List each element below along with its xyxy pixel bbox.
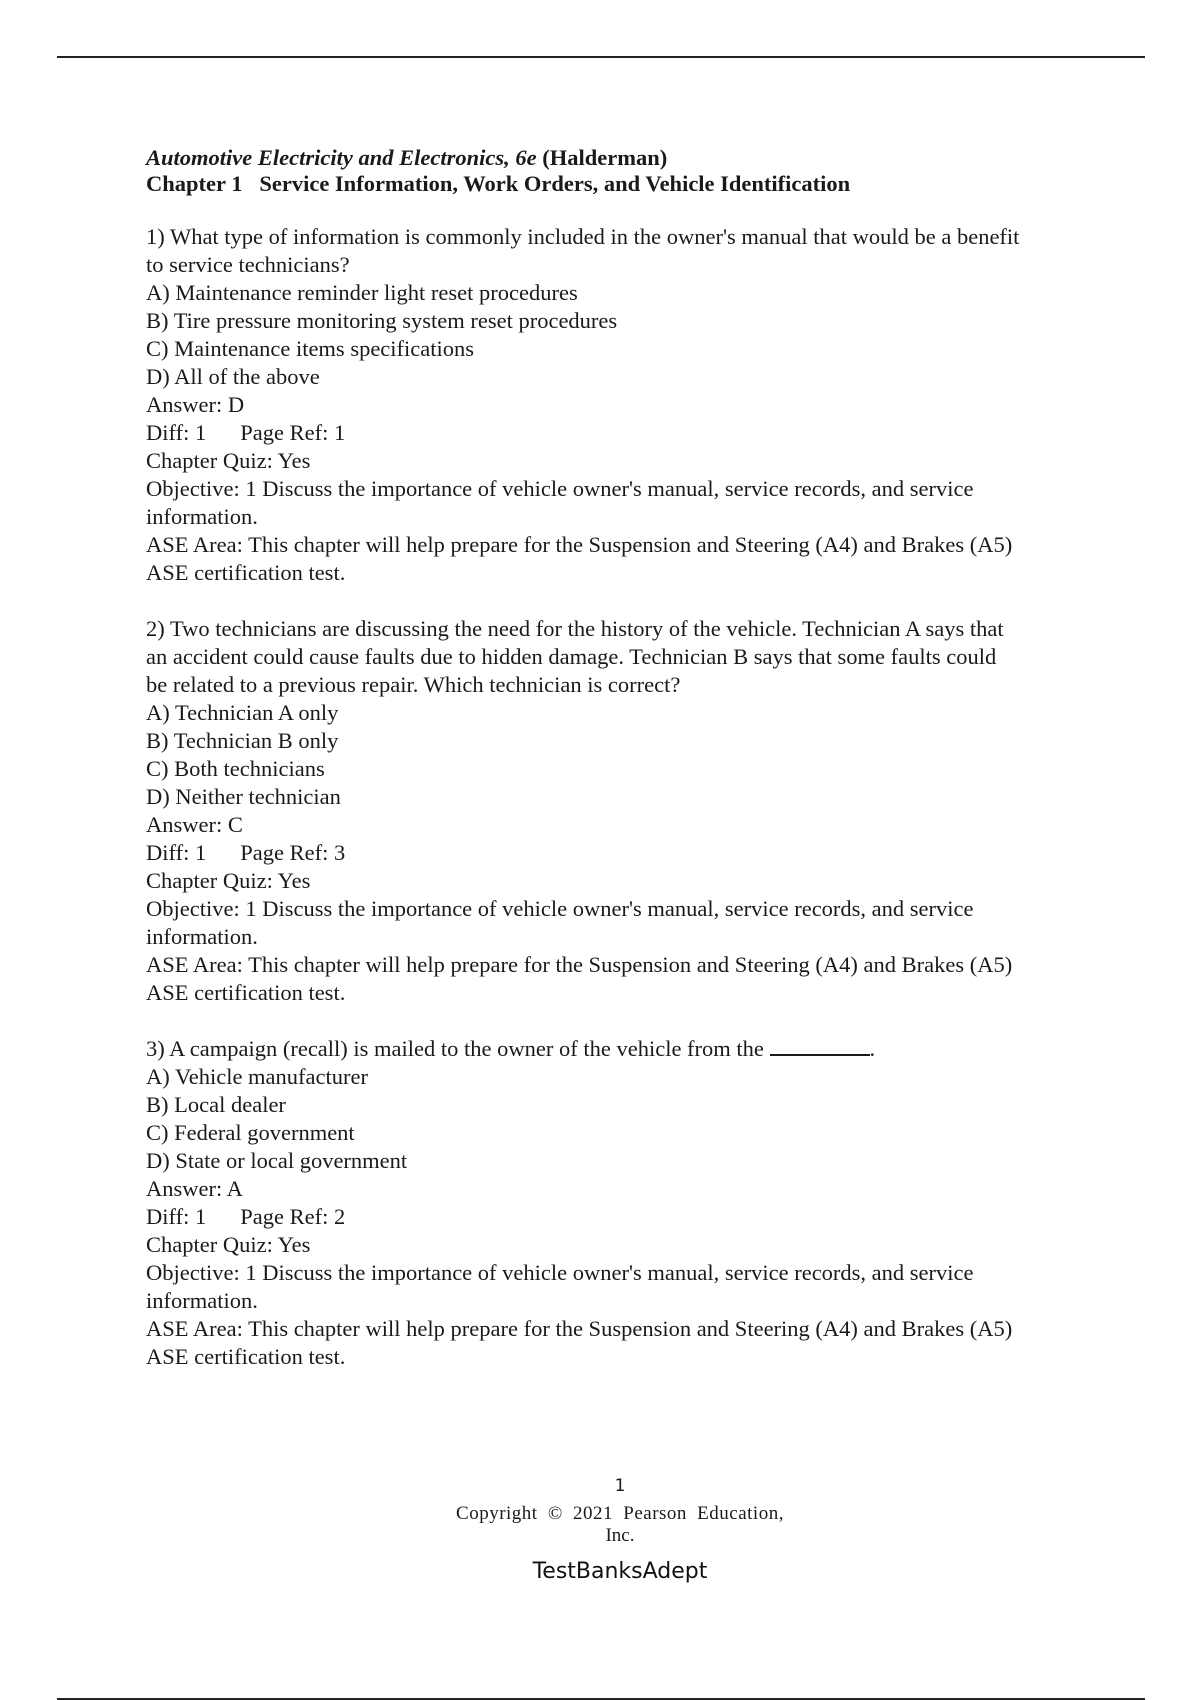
chapter-quiz: Chapter Quiz: Yes [146, 1232, 311, 1257]
answer: Answer: D [146, 392, 245, 417]
question-stem-text: 3) A campaign (recall) is mailed to the owner of the vehicle from the [146, 1036, 764, 1061]
objective-cont: information. [146, 924, 258, 949]
difficulty: Diff: 1 [146, 840, 207, 865]
page-ref: Page Ref: 2 [240, 1204, 346, 1229]
ase-area: ASE Area: This chapter will help prepare for the Suspension and Steering (A4) and Brakes (A5) [146, 1316, 1013, 1341]
difficulty: Diff: 1 [146, 420, 207, 445]
question-stem-cont: an accident could cause faults due to hidden damage. Technician B says that some faults could [146, 644, 997, 669]
question-stem: 1) What type of information is commonly included in the owner's manual that would be a benefit [146, 224, 1020, 249]
question-2 [146, 615, 1086, 1007]
objective-cont: information. [146, 504, 258, 529]
option-d: D) State or local government [146, 1148, 408, 1173]
copyright-line: Copyright © 2021 Pearson Education, [456, 1503, 784, 1524]
option-a: A) Maintenance reminder light reset procedures [146, 280, 578, 305]
fill-in-blank [770, 1036, 870, 1056]
ase-area: ASE Area: This chapter will help prepare for the Suspension and Steering (A4) and Brakes (A5) [146, 532, 1013, 557]
difficulty-row [146, 419, 1086, 447]
answer: Answer: A [146, 1176, 243, 1201]
option-b: B) Local dealer [146, 1092, 286, 1117]
answer: Answer: C [146, 812, 243, 837]
page-number: 1 [614, 1476, 626, 1496]
top-rule [57, 56, 1145, 58]
objective-cont: information. [146, 1288, 258, 1313]
page-ref: Page Ref: 3 [240, 840, 346, 865]
option-b: B) Tire pressure monitoring system reset procedures [146, 308, 618, 333]
objective: Objective: 1 Discuss the importance of vehicle owner's manual, service records, and service [146, 1260, 974, 1285]
ase-area: ASE Area: This chapter will help prepare for the Suspension and Steering (A4) and Brakes (A5) [146, 952, 1013, 977]
option-d: D) All of the above [146, 364, 320, 389]
ase-area-cont: ASE certification test. [146, 980, 346, 1005]
objective: Objective: 1 Discuss the importance of vehicle owner's manual, service records, and service [146, 476, 974, 501]
page-ref: Page Ref: 1 [240, 420, 346, 445]
question-stem [146, 1035, 1086, 1063]
option-d: D) Neither technician [146, 784, 341, 809]
chapter-quiz: Chapter Quiz: Yes [146, 448, 311, 473]
copyright-line-cont: Inc. [605, 1525, 635, 1546]
option-c: C) Maintenance items specifications [146, 336, 475, 361]
difficulty: Diff: 1 [146, 1204, 207, 1229]
book-author: (Halderman) [542, 145, 668, 170]
page-footer [420, 1475, 820, 1547]
difficulty-row [146, 839, 1086, 867]
objective: Objective: 1 Discuss the importance of vehicle owner's manual, service records, and service [146, 896, 974, 921]
question-stem-cont: be related to a previous repair. Which technician is correct? [146, 672, 681, 697]
difficulty-row [146, 1203, 1086, 1231]
option-a: A) Technician A only [146, 700, 339, 725]
option-b: B) Technician B only [146, 728, 339, 753]
chapter-quiz: Chapter Quiz: Yes [146, 868, 311, 893]
question-1 [146, 223, 1086, 587]
chapter-label: Chapter 1 [146, 171, 243, 196]
document-body [146, 145, 1086, 1399]
watermark: TestBanksAdept [532, 1559, 708, 1584]
option-c: C) Both technicians [146, 756, 325, 781]
book-title: Automotive Electricity and Electronics, 6e [146, 145, 537, 170]
question-stem-cont: to service technicians? [146, 252, 350, 277]
ase-area-cont: ASE certification test. [146, 1344, 346, 1369]
option-c: C) Federal government [146, 1120, 355, 1145]
question-stem: 2) Two technicians are discussing the need for the history of the vehicle. Technician A says that [146, 616, 1004, 641]
question-3 [146, 1035, 1086, 1371]
book-header [146, 145, 1086, 171]
option-a: A) Vehicle manufacturer [146, 1064, 368, 1089]
chapter-title: Service Information, Work Orders, and Vehicle Identification [259, 171, 851, 196]
chapter-heading [146, 171, 1086, 197]
question-stem-end: . [869, 1036, 876, 1061]
ase-area-cont: ASE certification test. [146, 560, 346, 585]
